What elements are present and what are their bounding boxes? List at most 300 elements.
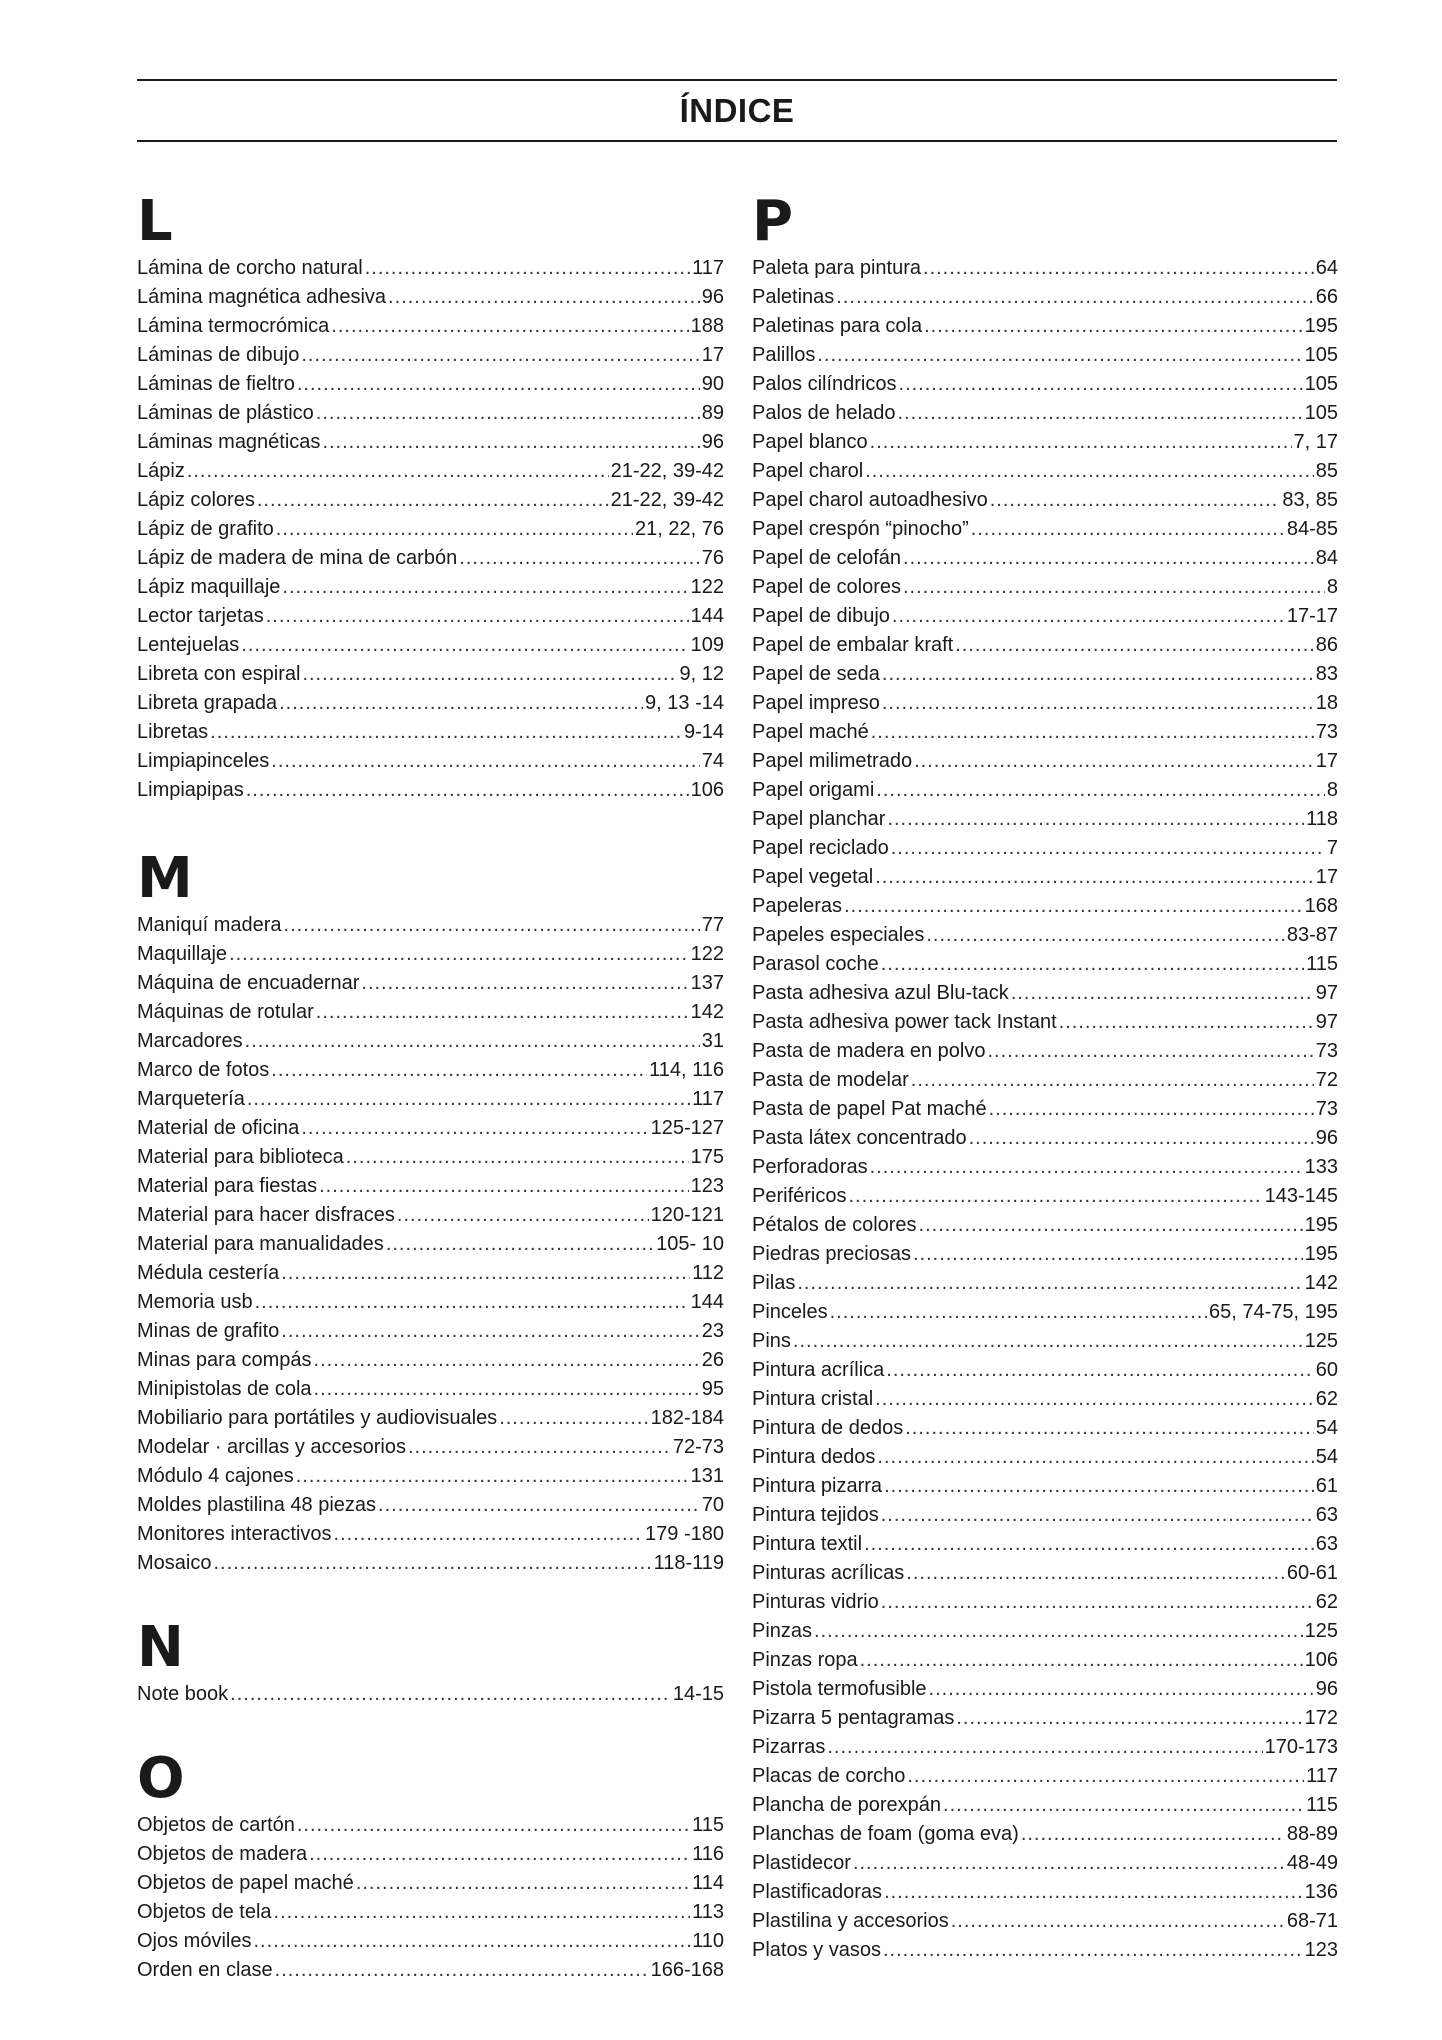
dot-leader [903, 573, 1325, 602]
index-entry [752, 602, 1338, 631]
index-entry [137, 1259, 724, 1288]
index-entry [752, 863, 1338, 892]
dot-leader [956, 1704, 1302, 1733]
dot-leader [388, 283, 700, 312]
entry-pages: 64 [1315, 257, 1338, 279]
index-entry [137, 1056, 724, 1085]
entry-term: Pasta adhesiva power tack Instant [752, 1011, 1057, 1033]
entry-pages: 115 [1306, 953, 1338, 975]
dot-leader [881, 950, 1304, 979]
entry-term: Planchas de foam (goma eva) [752, 1823, 1019, 1845]
index-entry [137, 1927, 724, 1956]
entry-pages: 114, 116 [649, 1059, 724, 1081]
entry-term: Lector tarjetas [137, 605, 264, 627]
index-entry [137, 718, 724, 747]
index-entry [752, 1791, 1338, 1820]
entry-pages: 54 [1315, 1417, 1338, 1439]
section-letter: M [137, 846, 192, 911]
entry-term: Periféricos [752, 1185, 847, 1207]
entry-pages: 95 [701, 1378, 724, 1400]
entry-term: Pintura tejidos [752, 1504, 879, 1526]
section-letter: L [137, 189, 172, 254]
entry-pages: 26 [701, 1349, 724, 1371]
entry-term: Material para hacer disfraces [137, 1204, 395, 1226]
entry-term: Paleta para pintura [752, 257, 922, 279]
dot-leader [322, 428, 699, 457]
entry-term: Pinturas vidrio [752, 1591, 879, 1613]
entry-pages: 8 [1326, 576, 1338, 598]
entry-term: Pintura de dedos [752, 1417, 904, 1439]
entry-term: Parasol coche [752, 953, 879, 975]
entry-pages: 166-168 [650, 1959, 724, 1981]
index-entry [137, 254, 724, 283]
entry-term: Lámina de corcho natural [137, 257, 363, 279]
entry-pages: 125 [1304, 1620, 1338, 1642]
dot-leader [877, 1443, 1313, 1472]
entry-pages: 125-127 [650, 1117, 724, 1139]
entry-pages: 182-184 [650, 1407, 724, 1429]
entry-pages: 97 [1315, 982, 1338, 1004]
index-entry [137, 1143, 724, 1172]
dot-leader [276, 515, 633, 544]
entry-pages: 70 [701, 1494, 724, 1516]
dot-leader [844, 892, 1303, 921]
entry-pages: 144 [690, 605, 724, 627]
entry-term: Papel charol autoadhesivo [752, 489, 988, 511]
dot-leader [990, 486, 1281, 515]
entry-pages: 21-22, 39-42 [610, 460, 724, 482]
index-entry [752, 1066, 1338, 1095]
index-entry [137, 1027, 724, 1056]
entry-term: Pintura pizarra [752, 1475, 883, 1497]
dot-leader [884, 1472, 1314, 1501]
index-entry [137, 1346, 724, 1375]
entry-term: Limpiapipas [137, 779, 244, 801]
dot-leader [827, 1733, 1262, 1762]
dot-leader [919, 1211, 1303, 1240]
entry-term: Memoria usb [137, 1291, 253, 1313]
entry-term: Papel origami [752, 779, 875, 801]
entry-pages: 118 [1306, 808, 1338, 830]
dot-leader [271, 1056, 647, 1085]
dot-leader [875, 1385, 1314, 1414]
index-entry [137, 911, 724, 940]
dot-leader [319, 1172, 689, 1201]
entry-pages: 105 [1304, 402, 1338, 424]
index-entry [137, 1375, 724, 1404]
entry-pages: 18 [1315, 692, 1338, 714]
dot-leader [914, 747, 1314, 776]
entry-pages: 131 [690, 1465, 724, 1487]
entry-term: Pizarras [752, 1736, 826, 1758]
dot-leader [378, 1491, 700, 1520]
entry-term: Lápiz de madera de mina de carbón [137, 547, 458, 569]
index-entry [137, 370, 724, 399]
entry-term: Pasta de modelar [752, 1069, 909, 1091]
entry-term: Orden en clase [137, 1959, 273, 1981]
index-entry [137, 1840, 724, 1869]
section-letter: P [752, 189, 793, 254]
page-header [137, 79, 1337, 142]
entry-pages: 118-119 [653, 1552, 724, 1574]
index-entry [752, 1385, 1338, 1414]
entry-term: Pistola termofusible [752, 1678, 927, 1700]
entry-pages: 144 [690, 1291, 724, 1313]
index-entry [752, 950, 1338, 979]
index-entry [137, 776, 724, 805]
index-entry [137, 1869, 724, 1898]
index-entry [137, 1404, 724, 1433]
index-entry [752, 1124, 1338, 1153]
entry-pages: 73 [1315, 721, 1338, 743]
entry-term: Pintura dedos [752, 1446, 876, 1468]
index-entry [752, 399, 1338, 428]
entry-pages: 114 [692, 1872, 724, 1894]
index-entry [137, 689, 724, 718]
index-entry [752, 544, 1338, 573]
dot-leader [279, 689, 643, 718]
index-entry [752, 1153, 1338, 1182]
entry-pages: 74 [701, 750, 724, 772]
entry-pages: 195 [1304, 1243, 1338, 1265]
entry-pages: 125 [1304, 1330, 1338, 1352]
index-entry [752, 486, 1338, 515]
dot-leader [988, 1037, 1314, 1066]
page-title: ÍNDICE [679, 91, 795, 129]
index-entry [752, 370, 1338, 399]
index-section [752, 190, 1338, 1965]
index-section [137, 1616, 724, 1709]
entry-term: Lámina magnética adhesiva [137, 286, 387, 308]
dot-leader [309, 1840, 690, 1869]
entry-term: Minas de grafito [137, 1320, 280, 1342]
entry-term: Plastificadoras [752, 1881, 883, 1903]
entry-pages: 83 [1315, 663, 1338, 685]
entry-term: Médula cestería [137, 1262, 280, 1284]
index-entry [137, 1317, 724, 1346]
entry-term: Máquina de encuadernar [137, 972, 360, 994]
entry-term: Módulo 4 cajones [137, 1465, 294, 1487]
entry-term: Paletinas para cola [752, 315, 923, 337]
index-entry [752, 1356, 1338, 1385]
dot-leader [864, 1530, 1314, 1559]
dot-leader [887, 805, 1304, 834]
index-entry [752, 1849, 1338, 1878]
entry-pages: 113 [692, 1901, 724, 1923]
index-entry [137, 1288, 724, 1317]
index-entry [752, 1733, 1338, 1762]
dot-leader [334, 1520, 644, 1549]
entry-pages: 116 [692, 1843, 724, 1865]
dot-leader [346, 1143, 689, 1172]
dot-leader [229, 940, 689, 969]
dot-leader [301, 341, 699, 370]
entry-term: Paletinas [752, 286, 835, 308]
entry-pages: 170-173 [1264, 1736, 1338, 1758]
entry-term: Papel impreso [752, 692, 880, 714]
dot-leader [253, 1927, 690, 1956]
dot-leader [926, 921, 1285, 950]
dot-leader [314, 1346, 700, 1375]
entry-term: Pasta de papel Pat maché [752, 1098, 987, 1120]
entry-pages: 73 [1315, 1098, 1338, 1120]
entry-pages: 83, 85 [1282, 489, 1338, 511]
index-entry [137, 341, 724, 370]
entry-term: Pasta de madera en polvo [752, 1040, 986, 1062]
dot-leader [906, 1559, 1285, 1588]
dot-leader [875, 863, 1314, 892]
dot-leader [213, 1549, 651, 1578]
dot-leader [1059, 1008, 1314, 1037]
entry-pages: 23 [701, 1320, 724, 1342]
dot-leader [284, 911, 700, 940]
entry-term: Pinzas ropa [752, 1649, 858, 1671]
index-entry [137, 283, 724, 312]
entry-pages: 83-87 [1286, 924, 1338, 946]
index-entry [752, 312, 1338, 341]
dot-leader [899, 370, 1303, 399]
entry-pages: 76 [701, 547, 724, 569]
dot-leader [882, 660, 1314, 689]
entry-pages: 195 [1304, 1214, 1338, 1236]
dot-leader [969, 1124, 1314, 1153]
entry-pages: 9, 12 [679, 663, 724, 685]
entry-pages: 17 [701, 344, 724, 366]
entry-pages: 14-15 [672, 1683, 724, 1705]
entry-term: Moldes plastilina 48 piezas [137, 1494, 377, 1516]
index-entry [752, 515, 1338, 544]
dot-leader [302, 660, 677, 689]
entry-pages: 77 [701, 914, 724, 936]
entry-term: Pizarra 5 pentagramas [752, 1707, 955, 1729]
index-entry [752, 1878, 1338, 1907]
entry-list [137, 1680, 724, 1709]
index-entry [137, 969, 724, 998]
entry-pages: 117 [1306, 1765, 1338, 1787]
entry-pages: 86 [1315, 634, 1338, 656]
entry-pages: 90 [701, 373, 724, 395]
index-entry [752, 776, 1338, 805]
entry-term: Perforadoras [752, 1156, 868, 1178]
dot-leader [356, 1869, 690, 1898]
entry-term: Papel charol [752, 460, 864, 482]
entry-pages: 123 [1304, 1939, 1338, 1961]
entry-term: Máquinas de rotular [137, 1001, 314, 1023]
dot-leader [187, 457, 609, 486]
entry-pages: 85 [1315, 460, 1338, 482]
entry-pages: 136 [1304, 1881, 1338, 1903]
dot-leader [247, 1085, 690, 1114]
entry-pages: 142 [1304, 1272, 1338, 1294]
dot-leader [905, 1414, 1314, 1443]
index-entry [137, 486, 724, 515]
dot-leader [499, 1404, 648, 1433]
index-entry [752, 1936, 1338, 1965]
index-entry [752, 1617, 1338, 1646]
index-entry [137, 998, 724, 1027]
entry-term: Objetos de cartón [137, 1814, 295, 1836]
dot-leader [870, 1153, 1303, 1182]
dot-leader [301, 1114, 648, 1143]
entry-term: Placas de corcho [752, 1765, 906, 1787]
dot-leader [884, 1878, 1303, 1907]
entry-term: Ojos móviles [137, 1930, 252, 1952]
entry-pages: 97 [1315, 1011, 1338, 1033]
entry-pages: 63 [1315, 1504, 1338, 1526]
entry-term: Papel crespón “pinocho” [752, 518, 969, 540]
entry-term: Piedras preciosas [752, 1243, 911, 1265]
entry-pages: 89 [701, 402, 724, 424]
entry-pages: 73 [1315, 1040, 1338, 1062]
dot-leader [907, 1762, 1304, 1791]
entry-pages: 105- 10 [656, 1233, 724, 1255]
index-entry [137, 631, 724, 660]
entry-list [137, 911, 724, 1578]
index-column-left [137, 190, 724, 1985]
entry-pages: 117 [692, 1088, 724, 1110]
dot-leader [876, 776, 1325, 805]
entry-pages: 96 [701, 286, 724, 308]
entry-term: Libreta con espiral [137, 663, 301, 685]
index-entry [137, 428, 724, 457]
entry-pages: 84 [1315, 547, 1338, 569]
section-letter: N [137, 1615, 183, 1680]
index-entry [752, 1530, 1338, 1559]
entry-list [752, 254, 1338, 1965]
entry-pages: 21-22, 39-42 [610, 489, 724, 511]
entry-term: Libretas [137, 721, 209, 743]
entry-pages: 106 [1304, 1649, 1338, 1671]
dot-leader [361, 969, 688, 998]
index-entry [752, 660, 1338, 689]
entry-list [137, 254, 724, 805]
entry-pages: 96 [1315, 1678, 1338, 1700]
entry-term: Papel de seda [752, 663, 880, 685]
entry-pages: 84-85 [1286, 518, 1338, 540]
index-entry [137, 1230, 724, 1259]
entry-pages: 62 [1315, 1591, 1338, 1613]
entry-term: Pétalos de colores [752, 1214, 917, 1236]
entry-term: Pins [752, 1330, 791, 1352]
index-entry [752, 1211, 1338, 1240]
dot-leader [230, 1680, 671, 1709]
entry-pages: 112 [692, 1262, 724, 1284]
dot-leader [275, 1956, 649, 1985]
entry-pages: 168 [1304, 895, 1338, 917]
entry-term: Monitores interactivos [137, 1523, 332, 1545]
index-entry [137, 1680, 724, 1709]
dot-leader [281, 1259, 690, 1288]
index-entry [137, 1898, 724, 1927]
entry-term: Maquillaje [137, 943, 228, 965]
dot-leader [459, 544, 700, 573]
entry-pages: 17 [1315, 866, 1338, 888]
entry-pages: 9-14 [683, 721, 724, 743]
index-entry [137, 457, 724, 486]
entry-term: Marquetería [137, 1088, 245, 1110]
dot-leader [274, 1898, 691, 1927]
index-entry [137, 747, 724, 776]
entry-term: Palillos [752, 344, 816, 366]
entry-term: Pasta adhesiva azul Blu-tack [752, 982, 1009, 1004]
section-letter: O [137, 1746, 184, 1811]
entry-term: Platos y vasos [752, 1939, 881, 1961]
entry-term: Palos de helado [752, 402, 896, 424]
entry-term: Objetos de papel maché [137, 1872, 354, 1894]
dot-leader [943, 1791, 1304, 1820]
entry-term: Papel de dibujo [752, 605, 890, 627]
entry-term: Papel vegetal [752, 866, 874, 888]
entry-pages: 63 [1315, 1533, 1338, 1555]
entry-term: Pinceles [752, 1301, 828, 1323]
dot-leader [836, 283, 1313, 312]
entry-pages: 106 [690, 779, 724, 801]
dot-leader [386, 1230, 654, 1259]
dot-leader [870, 428, 1292, 457]
entry-term: Lápiz maquillaje [137, 576, 281, 598]
entry-term: Láminas magnéticas [137, 431, 321, 453]
entry-term: Objetos de tela [137, 1901, 272, 1923]
index-entry [752, 1095, 1338, 1124]
index-entry [752, 1327, 1338, 1356]
entry-pages: 120-121 [650, 1204, 724, 1226]
dot-leader [817, 341, 1302, 370]
entry-term: Note book [137, 1683, 229, 1705]
index-entry [752, 1588, 1338, 1617]
index-entry [752, 1762, 1338, 1791]
entry-pages: 195 [1304, 315, 1338, 337]
entry-pages: 88-89 [1286, 1823, 1338, 1845]
index-entry [137, 1114, 724, 1143]
dot-leader [1011, 979, 1314, 1008]
dot-leader [245, 1027, 700, 1056]
entry-term: Papel planchar [752, 808, 886, 830]
dot-leader [911, 1066, 1314, 1095]
entry-pages: 137 [690, 972, 724, 994]
entry-pages: 60-61 [1286, 1562, 1338, 1584]
entry-term: Lápiz colores [137, 489, 255, 511]
dot-leader [865, 457, 1314, 486]
entry-term: Objetos de madera [137, 1843, 308, 1865]
dot-leader [923, 254, 1314, 283]
dot-leader [903, 544, 1314, 573]
entry-term: Minas para compás [137, 1349, 312, 1371]
entry-pages: 142 [690, 1001, 724, 1023]
index-entry [137, 940, 724, 969]
dot-leader [881, 1588, 1314, 1617]
dot-leader [246, 776, 689, 805]
dot-leader [297, 1811, 690, 1840]
entry-term: Papel de colores [752, 576, 901, 598]
entry-pages: 105 [1304, 373, 1338, 395]
entry-pages: 115 [692, 1814, 724, 1836]
dot-leader [331, 312, 688, 341]
entry-pages: 179 -180 [645, 1523, 724, 1545]
entry-pages: 68-71 [1286, 1910, 1338, 1932]
index-entry [137, 1201, 724, 1230]
index-entry [137, 399, 724, 428]
dot-leader [871, 718, 1314, 747]
entry-pages: 17-17 [1286, 605, 1338, 627]
index-entry [752, 892, 1338, 921]
dot-leader [989, 1095, 1314, 1124]
dot-leader [296, 1462, 689, 1491]
index-entry [752, 1501, 1338, 1530]
entry-pages: 143-145 [1264, 1185, 1338, 1207]
index-entry [752, 1298, 1338, 1327]
entry-term: Láminas de dibujo [137, 344, 300, 366]
entry-term: Minipistolas de cola [137, 1378, 312, 1400]
